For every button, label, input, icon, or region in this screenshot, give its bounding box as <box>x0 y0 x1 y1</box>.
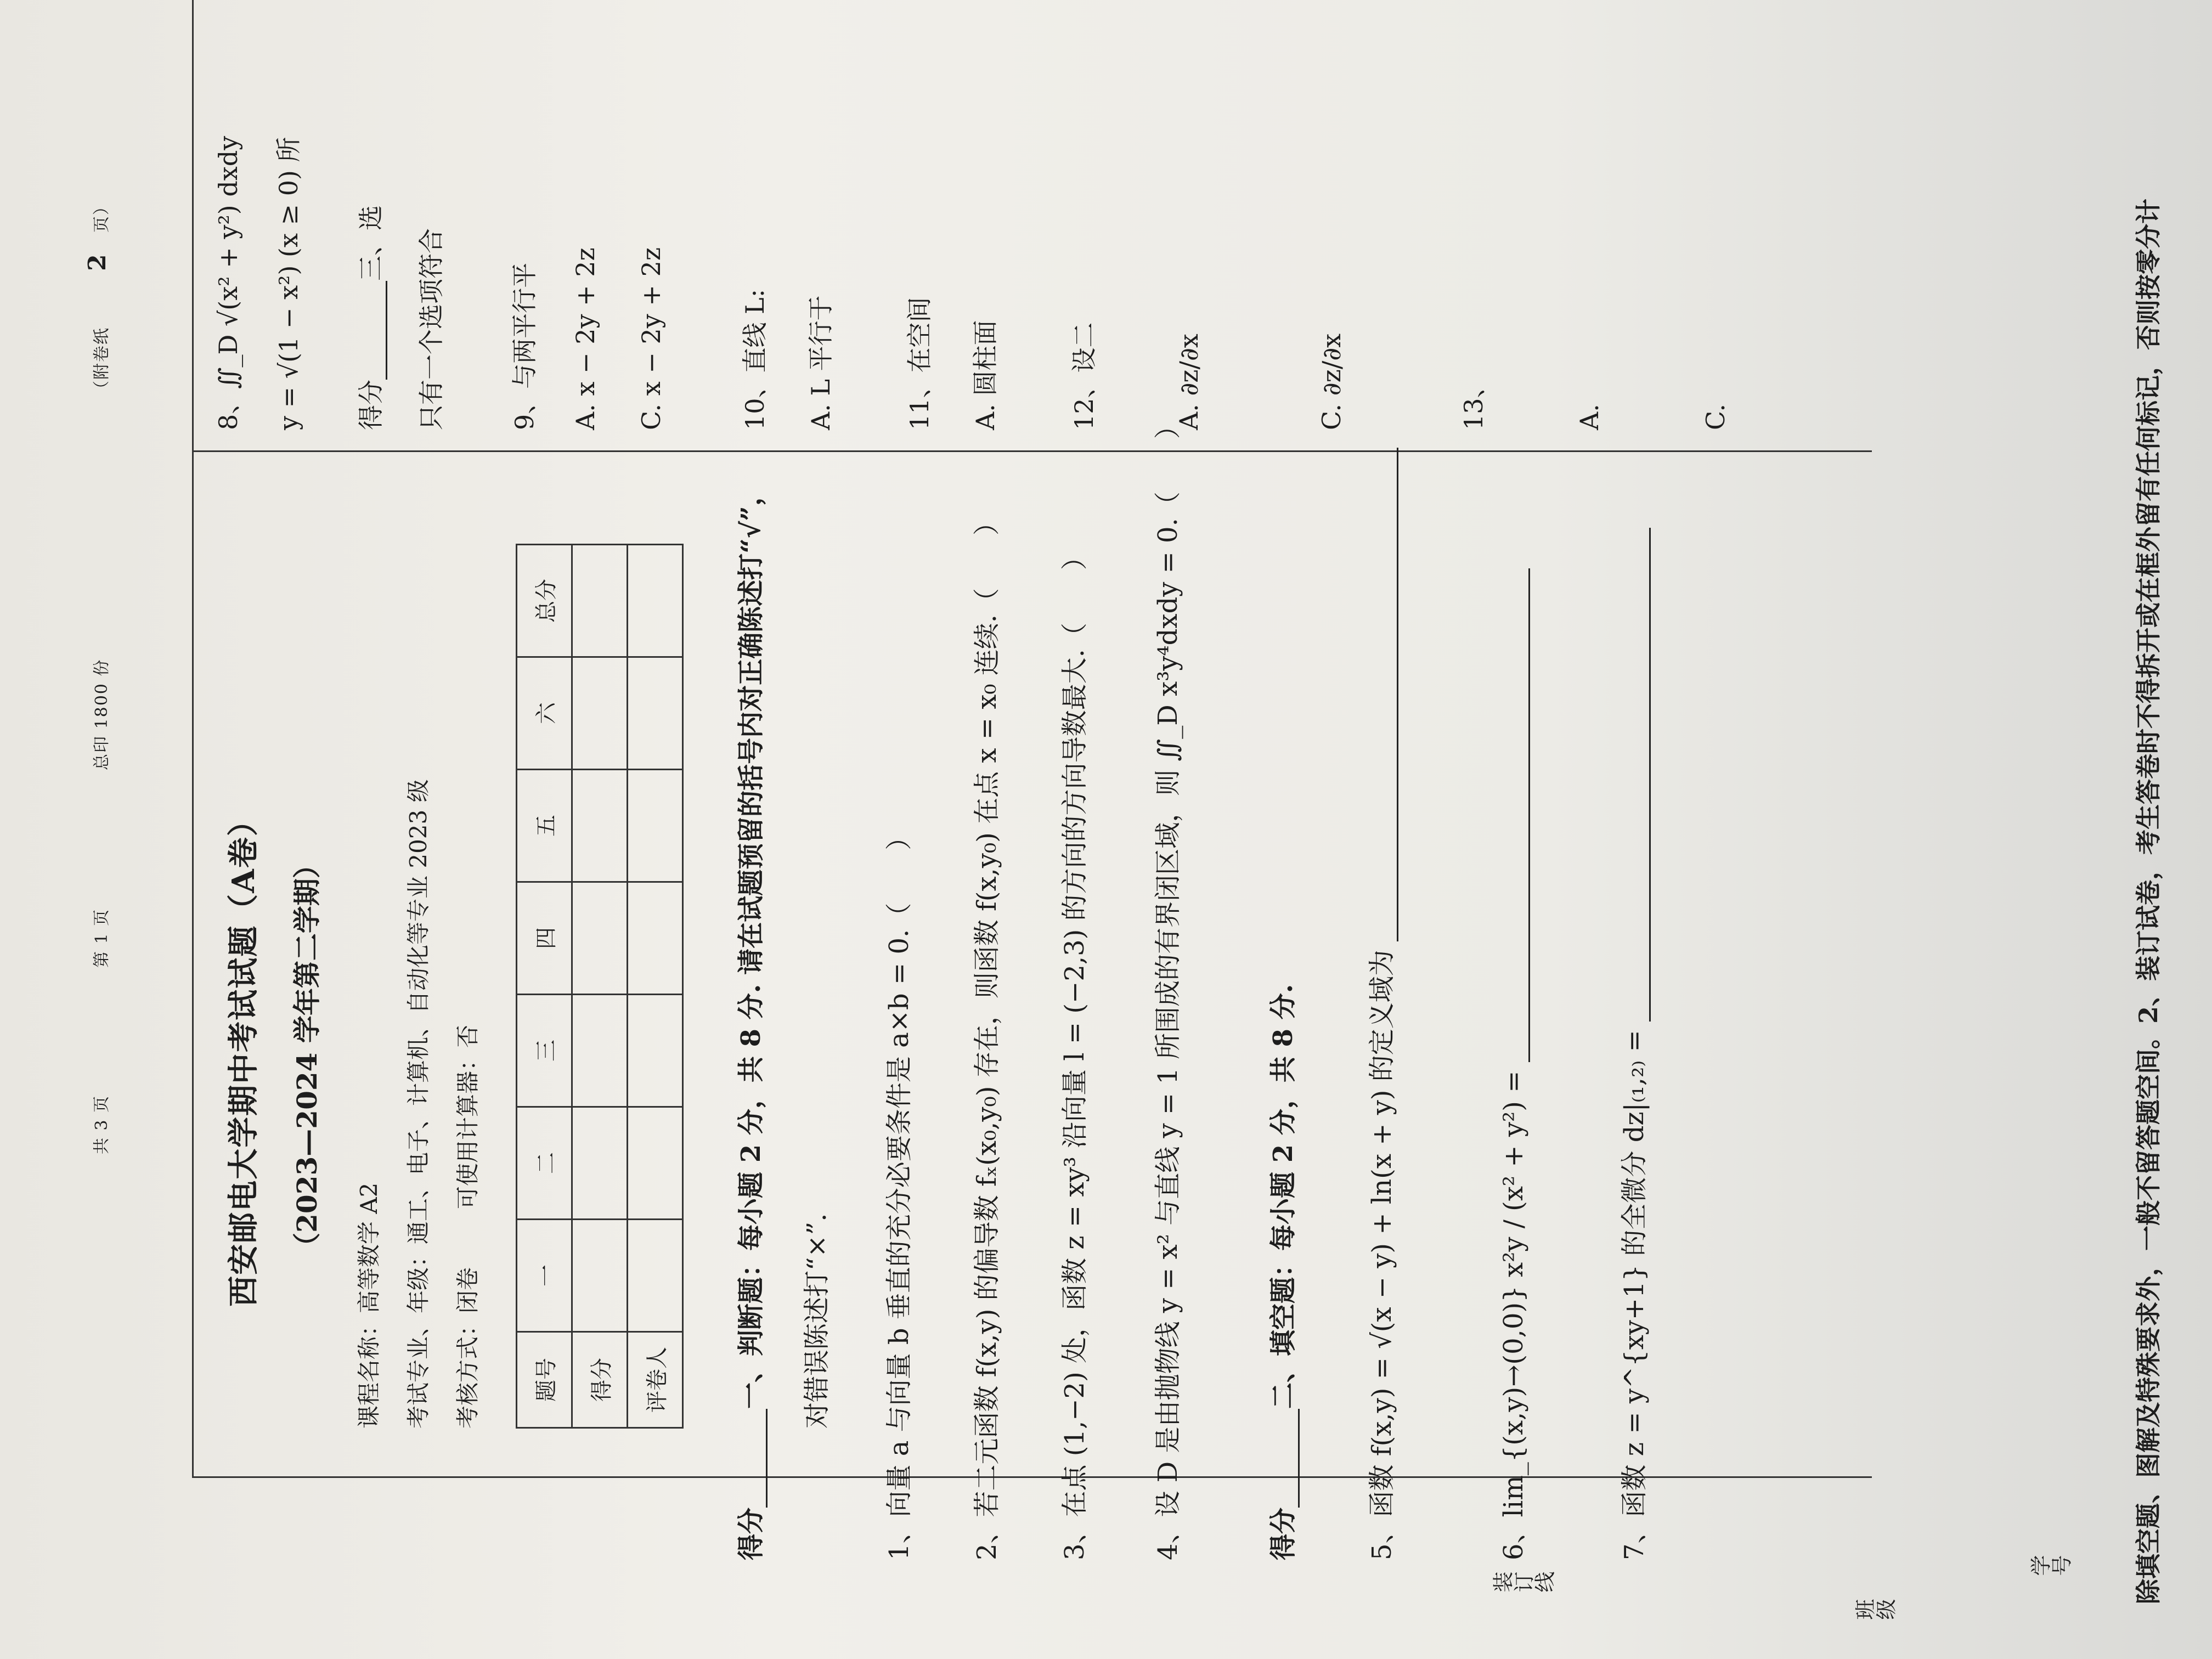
score-cell[interactable] <box>572 995 628 1107</box>
score-table-header: 题号 <box>517 1332 572 1428</box>
question-8: 8、∬_D √(x² + y²) dxdy <box>213 136 243 430</box>
score-row <box>572 545 628 1428</box>
attached-number: 2 <box>83 253 111 271</box>
score-table-header: 五 <box>517 770 572 882</box>
exam-mode: 考核方式：闭卷 <box>454 1267 481 1429</box>
bleed-through-text <box>757 1012 788 1056</box>
question-6 <box>1492 568 1530 1560</box>
section2-score-label: 得分 <box>1268 1507 1299 1560</box>
binding-id: 学号 <box>2030 1555 2072 1579</box>
question-1: 1、向量 a 与向量 b 垂直的充分必要条件是 a×b = 0.（ ） <box>884 823 915 1560</box>
score-cell[interactable] <box>572 657 628 770</box>
score-table <box>516 544 684 1429</box>
section1-heading-cont: 对错误陈述打“×”. <box>802 1213 832 1429</box>
score-cell[interactable] <box>572 882 628 995</box>
section3-score-label: 得分 <box>356 380 386 430</box>
section2-heading-text: 二、填空题：每小题 2 分，共 8 分. <box>1268 984 1299 1409</box>
question-3: 3、在点 (1,−2) 处，函数 z = xy³ 沿向量 l = (−2,3) 的方向的方向导数最大.（ ） <box>1059 544 1090 1560</box>
exam-major: 考试专业、年级：通工、电子、计算机、自动化等专业 2023 级 <box>405 779 432 1429</box>
grader-row <box>628 545 683 1428</box>
question-7-text: 7、函数 z = y^{xy+1} 的全微分 dz|₍₁,₂₎ = <box>1619 1030 1650 1560</box>
score-cell[interactable] <box>572 1220 628 1332</box>
question-12-option-c: C. ∂z/∂x <box>1317 333 1346 430</box>
score-cell[interactable] <box>572 1107 628 1220</box>
score-cell[interactable] <box>572 770 628 882</box>
score-table-header: 三 <box>517 995 572 1107</box>
score-table-header: 二 <box>517 1107 572 1220</box>
section2-score-blank[interactable] <box>1276 1409 1300 1508</box>
question-9: 9、与两平行平 <box>510 262 539 430</box>
attached-label: （附卷纸 <box>92 327 111 397</box>
grader-cell[interactable] <box>628 545 683 657</box>
section1-heading-text: 一、判断题：每小题 2 分，共 8 分. 请在试题预留的括号内对正确陈述打“√”， <box>736 479 766 1409</box>
question-6-answer-blank[interactable] <box>1506 568 1530 1062</box>
exam-term: （2023—2024 学年第二学期） <box>291 851 323 1260</box>
total-pages: 共 3 页 <box>92 1094 111 1154</box>
print-count: 总印 1800 份 <box>92 658 111 770</box>
section1-score-blank[interactable] <box>744 1409 768 1508</box>
question-13-option-a: A. <box>1575 404 1604 430</box>
section3-heading-text: 三、选 <box>356 205 386 281</box>
question-7 <box>1613 528 1651 1560</box>
question-5-answer-blank[interactable] <box>1375 448 1398 941</box>
section3-score-blank[interactable] <box>364 281 387 380</box>
question-2: 2、若二元函数 f(x,y) 的偏导数 fₓ(x₀,y₀) 存在，则函数 f(x,y₀) 在点 x = x₀ 连续.（ ） <box>972 509 1002 1560</box>
score-table-header-row <box>517 545 572 1428</box>
question-6-text: 6、lim_{(x,y)→(0,0)} x²y / (x² + y²) = <box>1498 1070 1529 1560</box>
course-name: 课程名称：高等数学 A2 <box>356 1182 382 1429</box>
question-10: 10、直线 L: <box>740 289 770 430</box>
binding-class: 班级 <box>1854 1599 1896 1623</box>
grader-cell[interactable] <box>628 995 683 1107</box>
score-table-header: 四 <box>517 882 572 995</box>
grader-cell[interactable] <box>628 1107 683 1220</box>
binding-label: 装订线 <box>1492 1572 1555 1596</box>
question-13: 13、 <box>1459 373 1488 430</box>
top-frame-line <box>192 0 194 1478</box>
question-7-answer-blank[interactable] <box>1627 528 1651 1022</box>
page-number: 第 1 页 <box>92 908 111 968</box>
question-13-option-c: C. <box>1701 403 1730 430</box>
question-12: 12、设二 <box>1069 322 1099 430</box>
question-12-option-a: A. ∂z/∂x <box>1174 334 1204 430</box>
column-divider <box>192 450 1872 452</box>
attached-end: 页） <box>92 198 111 233</box>
question-5-text: 5、函数 f(x,y) = √(x − y) + ln(x + y) 的定义域为 <box>1367 950 1397 1560</box>
section3-heading <box>351 205 387 430</box>
question-9-option-a: A. x − 2y + 2z <box>571 247 600 430</box>
grader-cell[interactable] <box>628 770 683 882</box>
exam-title: 西安邮电大学期中考试试题（A卷） <box>225 804 262 1307</box>
footer-note: 除填空题、图解及特殊要求外，一般不留答题空间。2、装订试卷，考生答卷时不得拆开或在框外留有任何标记，否则按零分计 <box>2134 198 2163 1604</box>
question-9-option-c: C. x − 2y + 2z <box>636 247 666 430</box>
score-row-label: 得分 <box>572 1332 628 1428</box>
calculator-rule: 可使用计算器：否 <box>454 1024 481 1209</box>
grader-cell[interactable] <box>628 657 683 770</box>
score-table-header: 一 <box>517 1220 572 1332</box>
grader-cell[interactable] <box>628 1220 683 1332</box>
question-5 <box>1361 448 1398 1560</box>
grader-cell[interactable] <box>628 882 683 995</box>
question-10-option-a: A. L 平行于 <box>806 295 836 430</box>
question-11: 11、在空间 <box>905 297 934 430</box>
score-table-header: 总分 <box>517 545 572 657</box>
score-cell[interactable] <box>572 545 628 657</box>
question-4: 4、设 D 是由抛物线 y = x² 与直线 y = 1 所围成的有界闭区域，则 ∬_D x³y⁴dxdy = 0.（ ） <box>1153 413 1183 1560</box>
score-table-header: 六 <box>517 657 572 770</box>
section2-heading <box>1262 984 1300 1560</box>
question-11-option-a: A. 圆柱面 <box>970 320 1000 430</box>
question-8-cont: y = √(1 − x²) (x ≥ 0) 所 <box>274 137 303 430</box>
section3-heading-cont: 只有一个选项符合 <box>416 228 446 430</box>
section1-score-label: 得分 <box>736 1507 766 1560</box>
grader-row-label: 评卷人 <box>628 1332 683 1428</box>
